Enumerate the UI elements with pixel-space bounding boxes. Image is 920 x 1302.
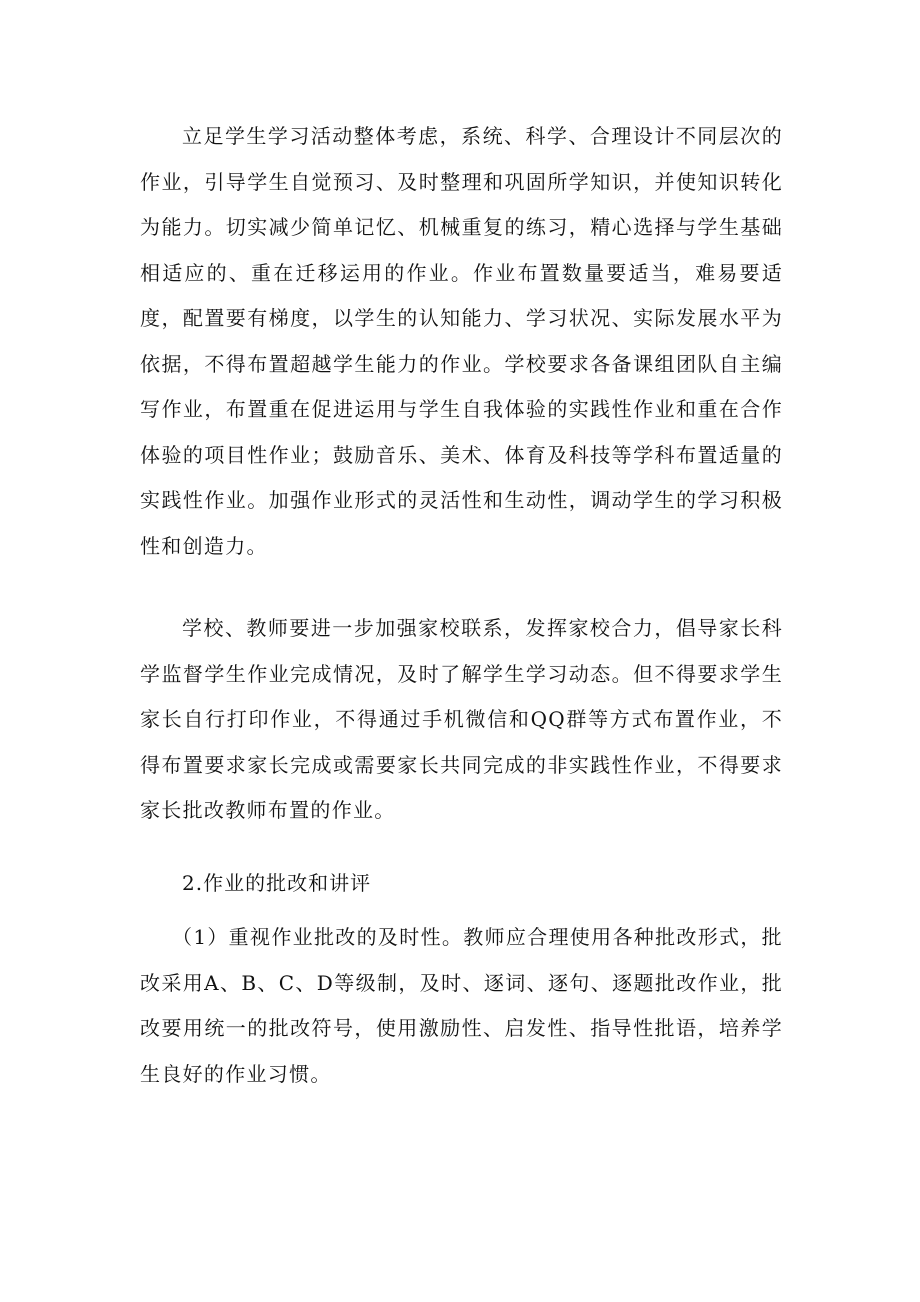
paragraph-assignment-design: 立足学生学习活动整体考虑，系统、科学、合理设计不同层次的作业，引导学生自觉预习、及时整理和巩固所学知识，并使知识转化为能力。切实减少简单记忆、机械重复的练习，精心选择与学生基础相适应的、重在迁移运用的作业。作业布置数量要适当，难易要适度，配置要有梯度，以学生的认知能力、学习状况、实际发展水平为依据，不得布置超越学生能力的作业。学校要求各备课组团队自主编写作业，布置重在促进运用与学生自我体验的实践性作业和重在合作体验的项目性作业；鼓励音乐、美术、体育及科技等学科布置适量的实践性作业。加强作业形式的灵活性和生动性，调动学生的学习积极性和创造力。 xyxy=(140,124,783,558)
paragraph-home-school-cooperation: 学校、教师要进一步加强家校联系，发挥家校合力，倡导家长科学监督学生作业完成情况，及时了解学生学习动态。但不得要求学生家长自行打印作业，不得通过手机微信和QQ群等方式布置作业，不得布置要求家长完成或需要家长共同完成的非实践性作业，不得要求家长批改教师布置的作业。 xyxy=(140,616,783,822)
section-heading: 2.作业的批改和讲评 xyxy=(182,871,372,895)
paragraph-grading-timeliness: （1）重视作业批改的及时性。教师应合理使用各种批改形式，批改采用A、B、C、D等级制，及时、逐词、逐句、逐题批改作业，批改要用统一的批改符号，使用激励性、启发性、指导性批语，培养学生良好的作业习惯。 xyxy=(140,925,783,1086)
